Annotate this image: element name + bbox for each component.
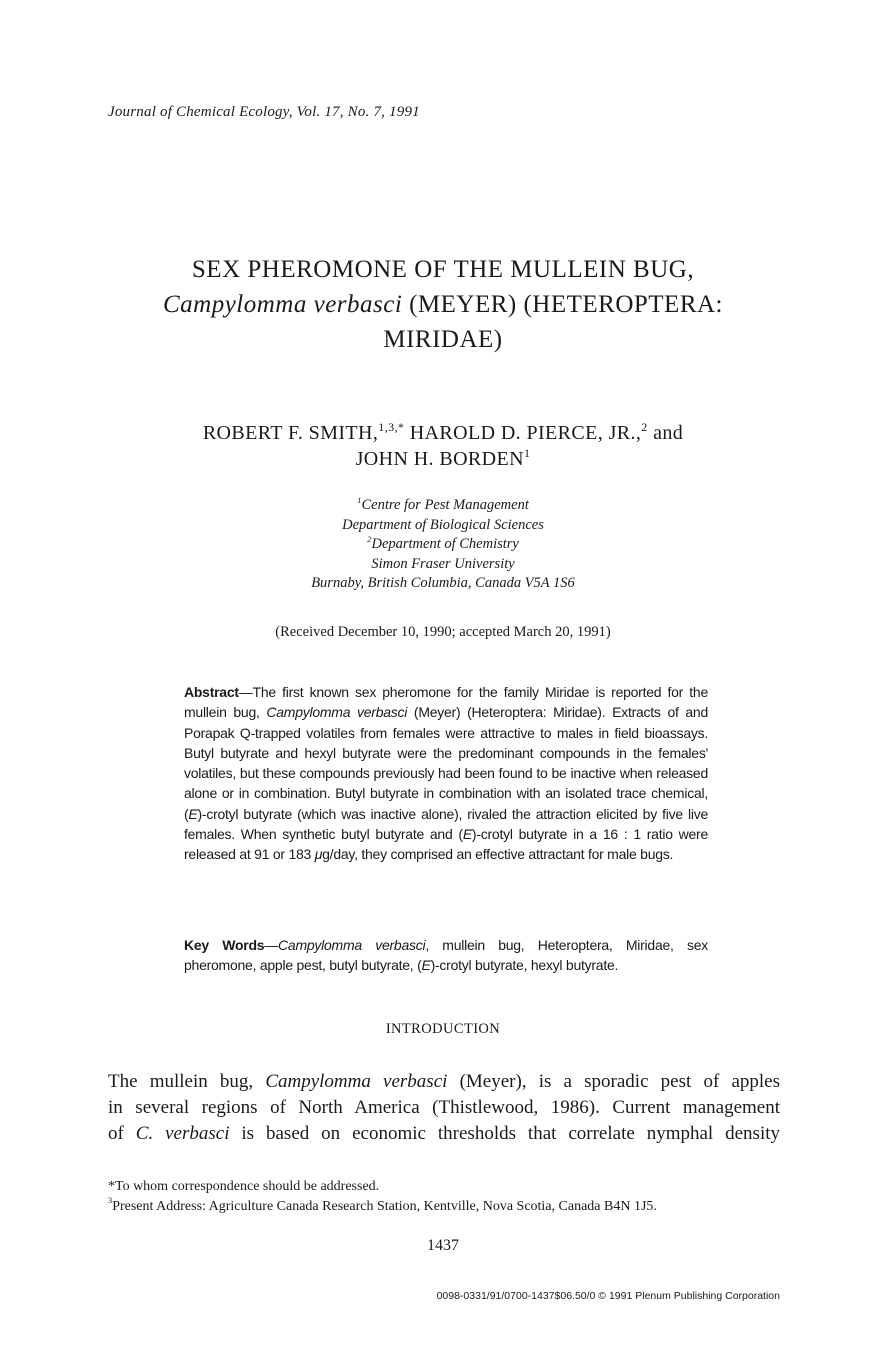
author-borden: JOHN H. BORDEN xyxy=(355,448,524,470)
footnote-1-mark: * xyxy=(108,1179,115,1194)
footnotes xyxy=(108,1177,788,1216)
key-words-text-1: , mullein bug, Heteroptera, Miridae, sex pheromone, apple pest, butyl butyrate, ( xyxy=(184,937,709,974)
affiliation-sup-1: 1 xyxy=(357,494,362,505)
author-pierce: HAROLD D. PIERCE, JR., xyxy=(404,422,642,444)
author-smith-sup: 1,3,* xyxy=(378,419,405,434)
abstract-e1: E xyxy=(188,805,198,822)
abstract-mu: μ xyxy=(314,846,323,863)
affiliation-centre: Centre for Pest Management xyxy=(361,497,529,513)
body-line-1-a: The mullein bug, xyxy=(108,1071,266,1092)
title-species: Campylomma verbasci xyxy=(162,291,403,318)
title-line-2 xyxy=(100,287,786,322)
footnote-2-text: Present Address: Agriculture Canada Research Station, Kentville, Nova Scotia, Canada B4N 1J5. xyxy=(112,1198,657,1214)
key-words-label: Key Words xyxy=(184,937,265,953)
article-title xyxy=(100,252,786,357)
author-line-2 xyxy=(100,446,786,472)
key-words-species: Campylomma verbasci xyxy=(278,937,426,953)
footnote-1-text: To whom correspondence should be addressed. xyxy=(115,1179,380,1194)
body-line-1-species: Campylomma verbasci xyxy=(265,1071,448,1092)
received-dates: (Received December 10, 1990; accepted March 20, 1991) xyxy=(275,624,611,640)
key-words-text-2: )-crotyl butyrate, hexyl butyrate. xyxy=(430,957,619,974)
abstract-species: Campylomma verbasci xyxy=(266,704,408,721)
body-line-1 xyxy=(108,1069,780,1095)
affiliation-sup-2: 2 xyxy=(367,533,372,544)
body-line-3-species: C. verbasci xyxy=(135,1123,230,1144)
abstract-text-5: g/day, they comprised an effective attractant for male bugs. xyxy=(322,846,674,863)
copyright-line: 0098-0331/91/0700-1437$06.50/0 © 1991 Plenum Publishing Corporation xyxy=(436,1290,780,1302)
author-pierce-sup: 2 xyxy=(641,419,648,434)
key-words-e: E xyxy=(421,957,431,974)
abstract-text-4: )-crotyl butyrate in a 16 : 1 ratio were released at 91 or 183 xyxy=(184,826,708,863)
author-borden-sup: 1 xyxy=(523,445,531,460)
affiliations xyxy=(150,496,736,594)
key-words-dash: — xyxy=(264,937,279,953)
author-smith: ROBERT F. SMITH, xyxy=(202,422,379,444)
title-line-1: SEX PHEROMONE OF THE MULLEIN BUG, xyxy=(191,256,695,283)
title-line-2-rest: (MEYER) (HETEROPTERA: xyxy=(402,291,724,318)
affiliation-line-5: Burnaby, British Columbia, Canada V5A 1S6 xyxy=(311,575,575,591)
abstract-text-3: )-crotyl butyrate (which was inactive alone), rivaled the attraction elicited by five live females. When synthetic butyl butyrate and ( xyxy=(184,805,708,843)
author-and: and xyxy=(647,422,684,444)
introduction-heading: INTRODUCTION xyxy=(385,1021,501,1037)
body-line-2: in several regions of North America (Thistlewood, 1986). Current management xyxy=(108,1097,780,1118)
body-line-1-b: (Meyer), is a sporadic pest of apples xyxy=(447,1071,780,1092)
abstract xyxy=(184,682,708,865)
body-line-3-a: of xyxy=(108,1123,136,1144)
abstract-text-2: (Meyer) (Heteroptera: Miridae). Extracts of and Porapak Q-trapped volatiles from females were attractive to males in field bioassays. Butyl butyrate and hexyl butyrate were the predominant compounds in the females' volatiles, but these compounds previously had been found to be inactive when released alone or in combination. Butyl butyrate in combination with an isolated trace chemical, ( xyxy=(184,704,708,822)
journal-header: Journal of Chemical Ecology, Vol. 17, No. 7, 1991 xyxy=(108,104,420,120)
title-line-3: MIRIDAE) xyxy=(383,326,503,353)
affiliation-line-2: Department of Biological Sciences xyxy=(342,516,544,533)
abstract-e2: E xyxy=(462,826,472,843)
key-words xyxy=(184,935,708,976)
abstract-text-1: —The first known sex pheromone for the family Miridae is reported for the mullein bug, xyxy=(184,684,708,721)
footnote-2 xyxy=(108,1197,788,1217)
affiliation-line-4: Simon Fraser University xyxy=(371,555,515,572)
affiliation-line-1 xyxy=(150,496,736,516)
footnote-2-mark: 3 xyxy=(108,1196,113,1206)
affiliation-chemistry: Department of Chemistry xyxy=(371,536,519,552)
author-line-1 xyxy=(100,420,786,446)
abstract-label: Abstract xyxy=(184,684,239,700)
body-line-3 xyxy=(108,1121,780,1147)
introduction-body xyxy=(108,1069,780,1147)
author-list xyxy=(100,420,786,472)
affiliation-line-3 xyxy=(150,535,736,555)
footnote-1 xyxy=(108,1177,788,1197)
page-number: 1437 xyxy=(427,1237,459,1254)
body-line-3-b: is based on economic thresholds that correlate nymphal density xyxy=(229,1123,781,1144)
